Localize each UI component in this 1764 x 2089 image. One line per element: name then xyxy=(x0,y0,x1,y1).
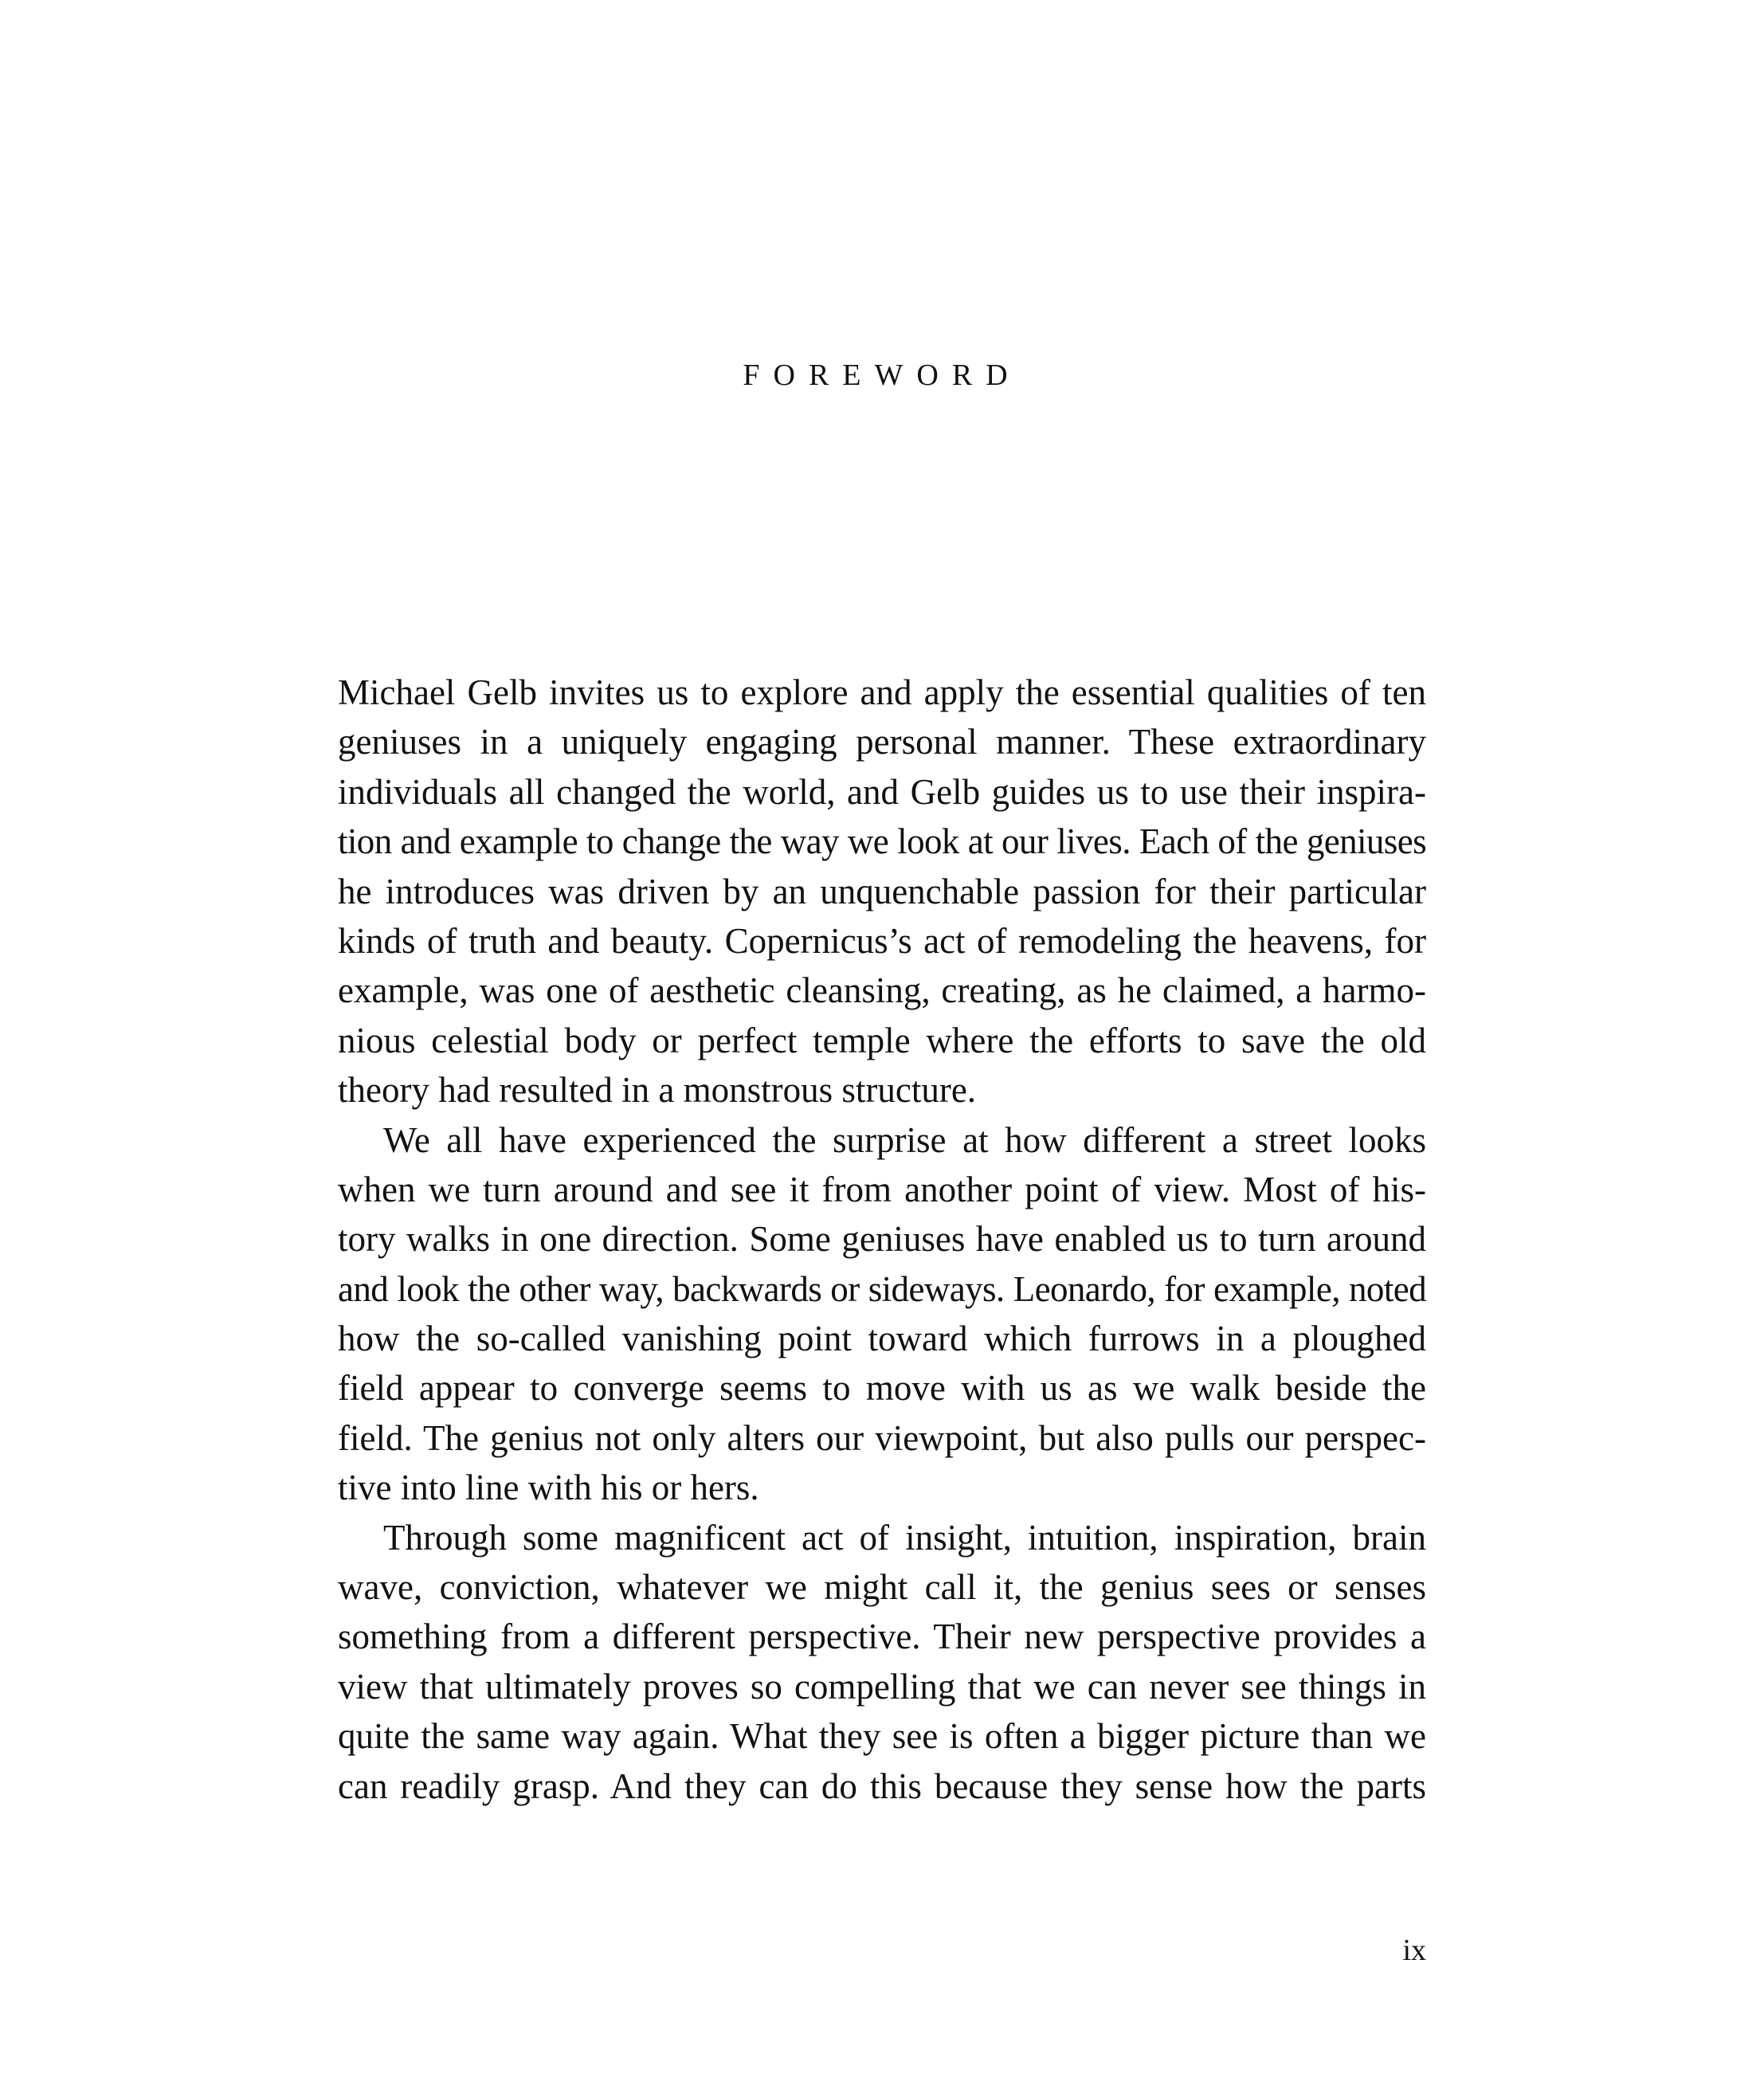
text-line: tive into line with his or hers. xyxy=(338,1468,759,1508)
text-line: wave, conviction, whatever we might call it, the genius sees or senses xyxy=(338,1567,1426,1608)
text-line: can readily grasp. And they can do this because they sense how the parts xyxy=(338,1766,1426,1806)
text-line: We all have experienced the surprise at how different a street looks xyxy=(383,1119,1426,1160)
text-line: field appear to converge seems to move with us as we walk beside the xyxy=(338,1368,1426,1409)
text-line: example, was one of aesthetic cleansing, creating, as he claimed, a harmo- xyxy=(338,970,1426,1011)
text-line: Through some magnificent act of insight, intuition, inspiration, brain xyxy=(383,1517,1426,1558)
text-line: tion and example to change the way we look at our lives. Each of the geniuses xyxy=(338,821,1426,862)
text-line: and look the other way, backwards or sideways. Leonardo, for example, noted xyxy=(338,1268,1426,1309)
paragraph xyxy=(338,1115,1426,1513)
text-line: view that ultimately proves so compelling that we can never see things in xyxy=(338,1666,1426,1707)
chapter-heading: FOREWORD xyxy=(743,359,1021,392)
text-line: he introduces was driven by an unquenchable passion for their particular xyxy=(338,871,1426,911)
text-line: nious celestial body or perfect temple where the efforts to save the old xyxy=(338,1020,1426,1060)
text-line: quite the same way again. What they see is often a bigger picture than we xyxy=(338,1716,1426,1757)
text-line: theory had resulted in a monstrous structure. xyxy=(338,1070,977,1111)
text-line: when we turn around and see it from another point of view. Most of his- xyxy=(338,1169,1426,1209)
page-number: ix xyxy=(1402,1934,1426,1967)
text-line: something from a different perspective. Their new perspective provides a xyxy=(338,1617,1426,1657)
body-text xyxy=(338,668,1426,1811)
text-line: how the so-called vanishing point toward which furrows in a ploughed xyxy=(338,1319,1426,1359)
text-line: Michael Gelb invites us to explore and apply the essential qualities of ten xyxy=(338,672,1426,712)
paragraph xyxy=(338,1513,1426,1811)
text-line: kinds of truth and beauty. Copernicus’s act of remodeling the heavens, for xyxy=(338,920,1426,961)
text-line: field. The genius not only alters our viewpoint, but also pulls our perspec- xyxy=(338,1417,1426,1458)
text-line: tory walks in one direction. Some geniuses have enabled us to turn around xyxy=(338,1219,1426,1260)
text-line: individuals all changed the world, and Gelb guides us to use their inspira- xyxy=(338,771,1426,812)
text-line: geniuses in a uniquely engaging personal manner. These extraordinary xyxy=(338,722,1426,762)
paragraph xyxy=(338,668,1426,1115)
